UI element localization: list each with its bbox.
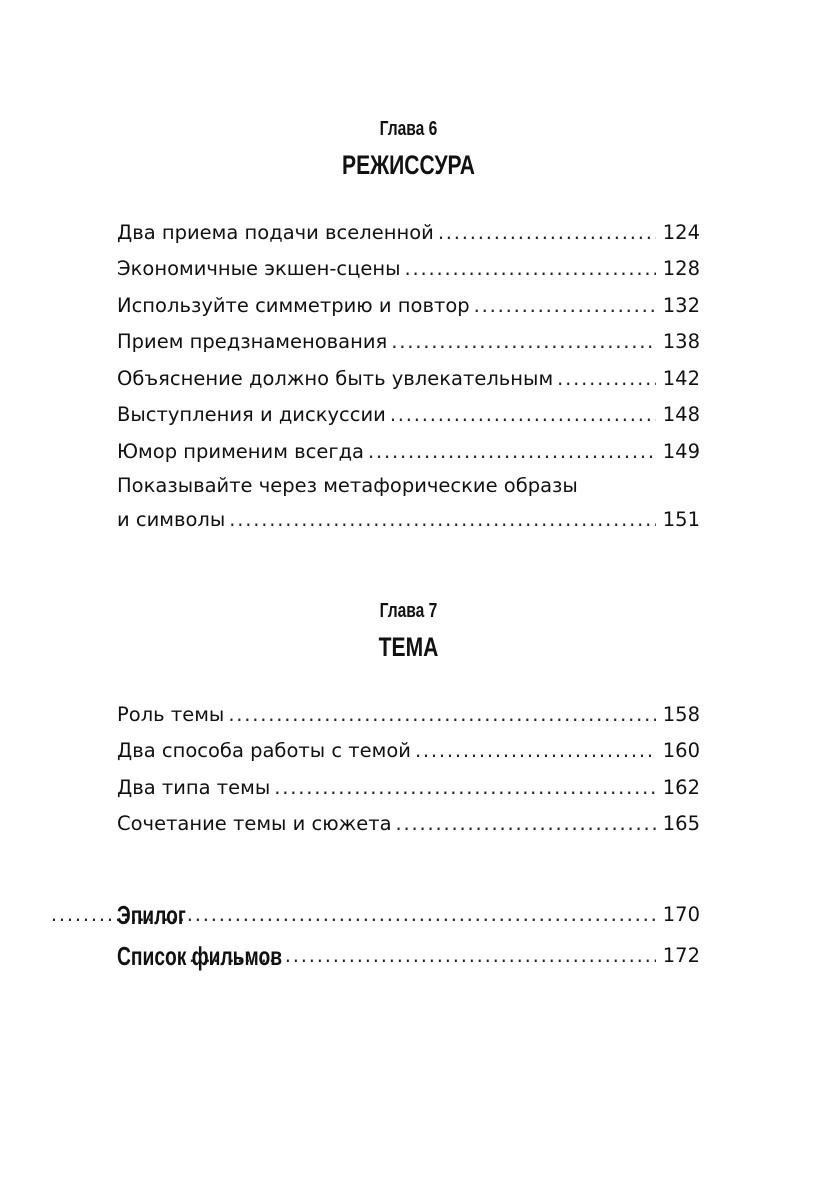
toc-entry-film-list[interactable] [117, 927, 700, 971]
dot-leader [274, 776, 656, 800]
toc-entry-title: Два приема подачи вселенной [117, 220, 434, 244]
toc-entry-title: Сочетание темы и сюжета [117, 812, 392, 835]
toc-entry-page: 138 [662, 330, 700, 353]
toc-entry-title: Эпилог [117, 900, 186, 930]
toc-entry-page: 142 [662, 366, 700, 390]
dot-leader [228, 703, 656, 727]
chapter-7-entries [117, 690, 700, 836]
toc-entry-title: Экономичные экшен-сцены [117, 257, 401, 280]
toc-entry-title: Прием предзнаменования [117, 330, 388, 353]
toc-entry-title: Два типа темы [117, 775, 271, 799]
toc-entry-page: 162 [662, 775, 700, 799]
toc-entry-title: Роль темы [117, 702, 225, 726]
dot-leader [438, 221, 656, 245]
toc-entry[interactable] [117, 464, 700, 537]
toc-entry-page: 170 [662, 903, 700, 926]
toc-entry[interactable] [117, 391, 700, 428]
dot-leader [415, 739, 656, 763]
toc-entry-page: 149 [662, 439, 700, 463]
dot-leader [557, 367, 656, 391]
toc-entry[interactable] [117, 318, 700, 355]
toc-entry-page: 158 [662, 702, 700, 726]
toc-entry[interactable] [117, 763, 700, 800]
chapter-7-label: Глава 7 [379, 600, 438, 622]
dot-leader [405, 257, 657, 281]
toc-entry-title: Объяснение должно быть увлекательным [117, 366, 554, 390]
toc-entry-epilogue[interactable] [117, 886, 700, 930]
toc-entry-title: Используйте симметрию и повтор [117, 293, 470, 317]
chapter-6-label: Глава 6 [379, 118, 438, 140]
toc-entry-title: Выступления и дискуссии [117, 403, 386, 426]
toc-entry[interactable] [117, 281, 700, 318]
dot-leader [396, 812, 656, 836]
toc-entry-page: 165 [662, 812, 700, 835]
toc-entry-title: Два способа работы с темой [117, 739, 411, 762]
toc-entry-page: 172 [662, 944, 700, 967]
chapter-6-entries [117, 208, 700, 537]
dot-leader [474, 294, 656, 318]
toc-entry[interactable] [117, 690, 700, 727]
toc-entry-page: 151 [662, 508, 700, 531]
toc-entry[interactable] [117, 800, 700, 837]
toc-entry-title: Список фильмов [117, 941, 283, 971]
toc-entry[interactable] [117, 427, 700, 464]
back-matter-entries [117, 886, 700, 971]
dot-leader [229, 508, 656, 532]
dot-leader [391, 330, 656, 354]
chapter-6-title: РЕЖИССУРА [342, 150, 475, 180]
toc-entry-second-line [117, 500, 700, 532]
toc-entry-title-line2: и символы [117, 508, 226, 531]
toc-entry-page: 148 [662, 403, 700, 426]
chapter-7-title: ТЕМА [378, 632, 439, 662]
toc-entry-title: Юмор применим всегда [117, 439, 364, 463]
toc-entry[interactable] [117, 354, 700, 391]
toc-entry-page: 124 [662, 220, 700, 244]
toc-entry-page: 160 [662, 739, 700, 762]
toc-entry-page: 128 [662, 257, 700, 280]
toc-entry-page: 132 [662, 293, 700, 317]
toc-entry-title-line1: Показывайте через метафорические образы [117, 473, 578, 497]
dot-leader [368, 440, 656, 464]
toc-entry[interactable] [117, 208, 700, 245]
toc-entry[interactable] [117, 245, 700, 282]
toc-entry[interactable] [117, 727, 700, 764]
dot-leader [390, 403, 656, 427]
